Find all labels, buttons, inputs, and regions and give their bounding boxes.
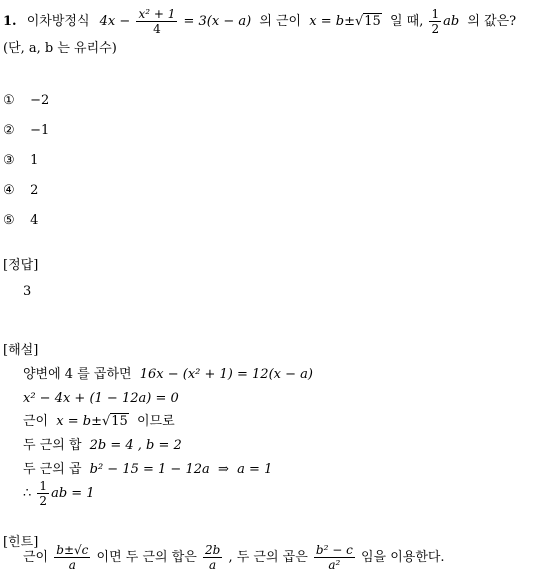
- solution-line-3-math: x = b±: [56, 414, 102, 429]
- hint-fraction-roots: [54, 544, 90, 571]
- choice-value: −2: [30, 93, 50, 108]
- hint-end: 임을 이용한다.: [360, 550, 445, 565]
- solution-label: [해설]: [3, 343, 39, 358]
- solution-line-3-pre: 근이: [23, 414, 49, 429]
- choice-5[interactable]: [3, 214, 38, 227]
- solution-line-3: [23, 415, 175, 428]
- solution-line-5-text: 두 근의 곱: [23, 462, 82, 477]
- answer-fraction-numerator: 1: [431, 7, 440, 21]
- question-number: 1.: [3, 14, 17, 29]
- choice-2[interactable]: [3, 124, 49, 137]
- answer-fraction-denominator: 2: [431, 22, 440, 36]
- solution-line-4-text: 두 근의 합: [23, 438, 82, 453]
- answer-label: [정답]: [3, 258, 39, 273]
- root-expression: x = b±: [309, 14, 355, 29]
- choice-value: 1: [30, 153, 39, 168]
- solution-line-3-radicand: 15: [111, 414, 128, 429]
- solution-line-5-math: b² − 15 = 1 − 12a ⇒ a = 1: [89, 462, 273, 477]
- choice-mark: ②: [3, 123, 15, 138]
- hint-fraction-roots-numerator: b±√c: [56, 543, 89, 557]
- solution-line-6: [23, 480, 95, 507]
- equation-rhs: = 3(x − a): [183, 14, 252, 29]
- choice-4[interactable]: [3, 184, 38, 197]
- answer-fraction: [429, 8, 441, 35]
- hint-line: [23, 544, 445, 571]
- solution-line-6-fraction: [37, 480, 49, 507]
- hint-fraction-product-denominator: a²: [328, 558, 341, 572]
- choice-mark: ④: [3, 183, 15, 198]
- solution-line-4-math: 2b = 4 , b = 2: [89, 438, 182, 453]
- hint-mid-2: , 두 근의 곱은: [228, 550, 308, 565]
- solution-line-4: [23, 439, 182, 452]
- choice-value: 4: [30, 213, 39, 228]
- equation-fraction-numerator: x² + 1: [138, 7, 176, 21]
- answer-fraction-tail: ab: [443, 14, 460, 29]
- choice-1[interactable]: [3, 94, 49, 107]
- equation-fraction-denominator: 4: [153, 22, 161, 36]
- choice-mark: ⑤: [3, 213, 15, 228]
- solution-line-6-denominator: 2: [39, 494, 48, 508]
- solution-line-6-numerator: 1: [39, 479, 48, 493]
- hint-fraction-roots-denominator: a: [68, 558, 76, 572]
- solution-line-1-math: 16x − (x² + 1) = 12(x − a): [139, 367, 313, 382]
- question-text-mid: 의 근이: [259, 14, 302, 29]
- hint-label: [힌트]: [3, 535, 39, 550]
- solution-line-5: [23, 463, 272, 476]
- choice-3[interactable]: [3, 154, 38, 167]
- equation-lhs: 4x −: [99, 14, 131, 29]
- solution-line-6-tail: ab = 1: [51, 486, 95, 501]
- question-text-before: 이차방정식: [26, 14, 90, 29]
- solution-line-3-sqrt: √15: [101, 414, 128, 429]
- question-line: [3, 8, 516, 35]
- answer-value: 3: [23, 284, 32, 299]
- hint-fraction-sum-denominator: a: [209, 558, 217, 572]
- choice-mark: ①: [3, 93, 15, 108]
- solution-line-2: x² − 4x + (1 − 12a) = 0: [23, 391, 179, 406]
- hint-pre: 근이: [23, 550, 49, 565]
- question-condition: (단, a, b 는 유리수): [3, 41, 117, 56]
- therefore-symbol: ∴: [23, 486, 32, 501]
- solution-line-1: [23, 368, 313, 381]
- question-text-when: 일 때,: [389, 14, 424, 29]
- root-sqrt-radicand: 15: [364, 14, 381, 29]
- solution-line-3-post: 이므로: [136, 414, 175, 429]
- hint-mid-1: 이면 두 근의 합은: [96, 550, 197, 565]
- root-sqrt: √15: [354, 14, 381, 29]
- choice-value: −1: [30, 123, 50, 138]
- choice-mark: ③: [3, 153, 15, 168]
- question-text-end: 의 값은?: [467, 14, 517, 29]
- solution-line-1-text: 양변에 4 를 곱하면: [23, 367, 132, 382]
- hint-fraction-sum-numerator: 2b: [204, 543, 221, 557]
- hint-fraction-sum: [203, 544, 222, 571]
- choice-value: 2: [30, 183, 39, 198]
- hint-fraction-product-numerator: b² − c: [315, 543, 353, 557]
- equation-fraction: [136, 8, 177, 35]
- hint-fraction-product: [314, 544, 355, 571]
